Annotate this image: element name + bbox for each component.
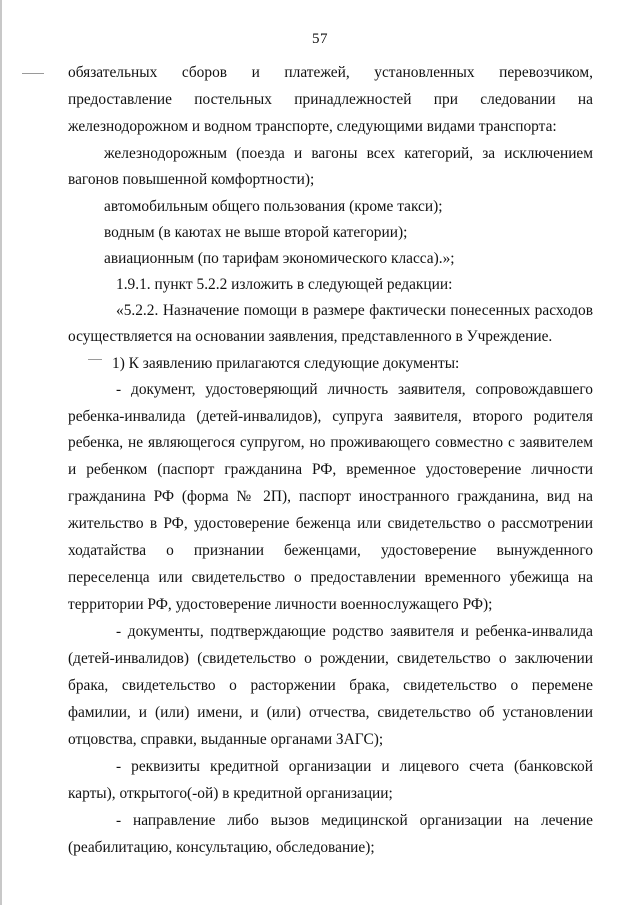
text-line: обязательных сборов и платежей, установленных перевозчиком, bbox=[68, 64, 593, 81]
text-line: гражданина РФ (форма № 2П), паспорт иностранного гражданина, вид на bbox=[68, 488, 593, 505]
text-line: авиационным (по тарифам экономического класса).»; bbox=[104, 250, 455, 267]
text-line: карты), открытого(-ой) в кредитной организации; bbox=[68, 785, 393, 802]
text-line: ходатайства о признании беженцами, удостоверение вынужденного bbox=[68, 542, 593, 559]
text-line: вагонов повышенной комфортности); bbox=[68, 171, 315, 188]
text-line: переселенца или свидетельство о предоставлении временного убежища на bbox=[68, 569, 593, 586]
text-line: и ребенком (паспорт гражданина РФ, временное удостоверение личности bbox=[68, 461, 593, 478]
scan-noise-mark bbox=[22, 73, 44, 74]
text-line: (реабилитацию, консультацию, обследование); bbox=[68, 839, 375, 856]
text-line: ребенка-инвалида (детей-инвалидов), супруга заявителя, второго родителя bbox=[68, 408, 593, 425]
text-line: автомобильным общего пользования (кроме такси); bbox=[104, 198, 443, 215]
text-line: 1.9.1. пункт 5.2.2 изложить в следующей редакции: bbox=[116, 276, 453, 293]
page-number: 57 bbox=[312, 31, 328, 47]
text-line: железнодорожным (поезда и вагоны всех категорий, за исключением bbox=[104, 145, 593, 162]
text-line: железнодорожном и водном транспорте, следующими видами транспорта: bbox=[68, 118, 557, 135]
text-line: водным (в каютах не выше второй категории); bbox=[104, 224, 408, 241]
text-line: (детей-инвалидов) (свидетельство о рождении, свидетельство о заключении bbox=[68, 650, 593, 667]
text-line: 1) К заявлению прилагаются следующие документы: bbox=[112, 355, 460, 372]
text-line: жительство в РФ, удостоверение беженца или свидетельство о рассмотрении bbox=[68, 515, 593, 532]
text-line: - реквизиты кредитной организации и лицевого счета (банковской bbox=[116, 758, 593, 775]
text-line: отцовства, справки, выданные органами ЗАГС); bbox=[68, 731, 384, 748]
scan-edge-shadow bbox=[0, 0, 2, 905]
text-line: - направление либо вызов медицинской организации на лечение bbox=[116, 812, 593, 829]
text-line: брака, свидетельство о расторжении брака, свидетельство о перемене bbox=[68, 677, 593, 694]
text-line: - документ, удостоверяющий личность заявителя, сопровождавшего bbox=[116, 381, 593, 398]
text-line: осуществляется на основании заявления, представленного в Учреждение. bbox=[68, 328, 553, 345]
text-line: «5.2.2. Назначение помощи в размере фактически понесенных расходов bbox=[116, 302, 593, 319]
text-line: территории РФ, удостоверение личности военнослужащего РФ); bbox=[68, 596, 493, 613]
text-line: ребенка, не являющегося супругом, но проживающего совместно с заявителем bbox=[68, 434, 593, 451]
text-line: фамилии, и (или) имени, и (или) отчества, свидетельство об установлении bbox=[68, 704, 593, 721]
text-line: - документы, подтверждающие родство заявителя и ребенка-инвалида bbox=[116, 623, 593, 640]
scan-noise-mark bbox=[88, 359, 102, 360]
text-line: предоставление постельных принадлежностей при следовании на bbox=[68, 91, 593, 108]
